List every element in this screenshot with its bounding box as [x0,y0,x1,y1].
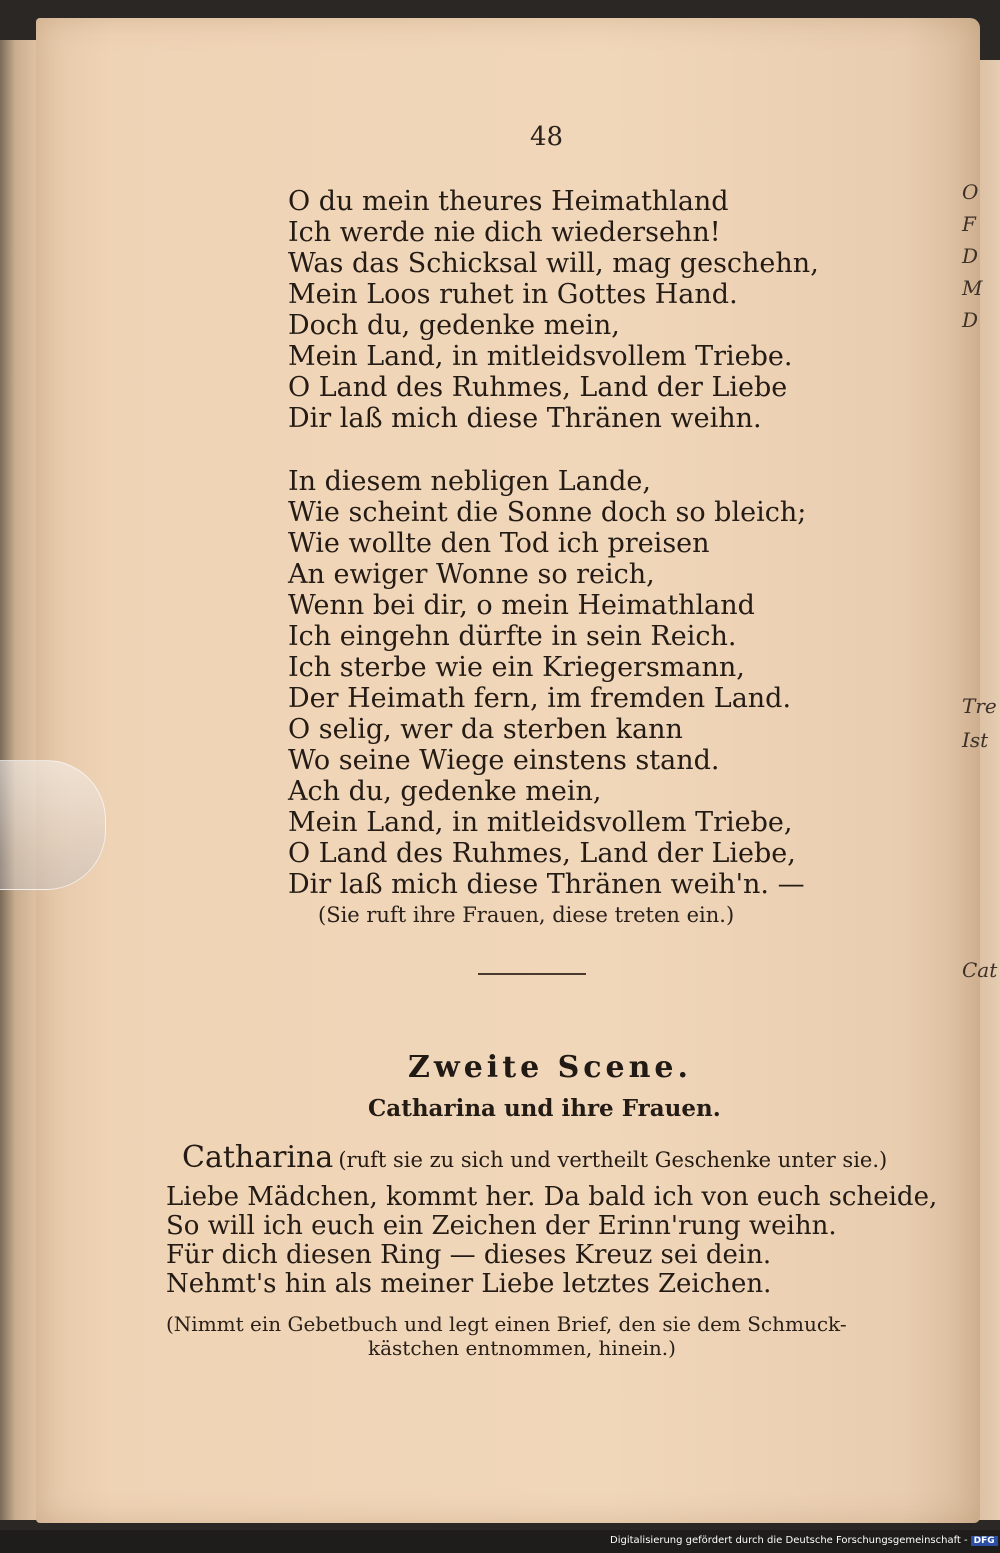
verse-line: In diesem nebligen Lande, [288,466,651,497]
next-page-fragment: M [962,276,983,300]
verse-line: O selig, wer da sterben kann [288,714,683,745]
dfg-logo: DFG [971,1536,998,1546]
speaker-line [182,1140,887,1175]
verse-line: Ach du, gedenke mein, [288,776,602,807]
speaker-name: Catharina [182,1140,334,1175]
next-page-fragment: D [962,244,979,268]
verse-line: Wenn bei dir, o mein Heimathland [288,590,755,621]
verse-line: Mein Land, in mitleidsvollem Triebe, [288,807,793,838]
scene-title: Zweite Scene. [408,1050,692,1085]
scene-persons: Catharina und ihre Frauen. [368,1095,721,1122]
verse-line: Wo seine Wiege einstens stand. [288,745,720,776]
speech-line: Liebe Mädchen, kommt her. Da bald ich von euch scheide, [166,1182,938,1212]
speaker-direction: (ruft sie zu sich und vertheilt Geschenke unter sie.) [338,1148,888,1172]
speech-line: Für dich diesen Ring — dieses Kreuz sei dein. [166,1240,772,1270]
stage-direction: (Nimmt ein Gebetbuch und legt einen Brief, den sie dem Schmuck- [166,1312,847,1336]
speech-line: Nehmt's hin als meiner Liebe letztes Zeichen. [166,1269,772,1299]
section-divider [478,973,586,975]
verse-line: O Land des Ruhmes, Land der Liebe [288,372,788,403]
next-page-fragment: Tre [962,694,997,718]
verse-line: Was das Schicksal will, mag geschehn, [288,248,819,279]
next-page-fragment: F [962,212,976,236]
stage-direction: kästchen entnommen, hinein.) [368,1336,676,1360]
verse-line: O Land des Ruhmes, Land der Liebe, [288,838,796,869]
stanza-1 [288,186,819,434]
verse-line: An ewiger Wonne so reich, [288,559,655,590]
verse-line: Ich eingehn dürfte in sein Reich. [288,621,737,652]
verse-line: Ich werde nie dich wiedersehn! [288,217,721,248]
verse-line: Dir laß mich diese Thränen weihn. [288,403,762,434]
verse-line: Der Heimath fern, im fremden Land. [288,683,792,714]
verse-line: Doch du, gedenke mein, [288,310,620,341]
next-page-fragment: Ist [962,728,989,752]
next-page-fragment: O [962,180,979,204]
speech [166,1183,937,1299]
stage-direction: (Sie ruft ihre Frauen, diese treten ein.) [318,903,735,927]
verse-line: Dir laß mich diese Thränen weih'n. — [288,869,805,900]
glass-page-clip [0,760,106,890]
verse-line: Mein Loos ruhet in Gottes Hand. [288,279,738,310]
next-page-fragment: D [962,308,979,332]
verse-line: O du mein theures Heimathland [288,186,729,217]
verse-line: Mein Land, in mitleidsvollem Triebe. [288,341,793,372]
stanza-2 [288,466,806,900]
speech-line: So will ich euch ein Zeichen der Erinn'rung weihn. [166,1211,837,1241]
next-page-fragment: Cat [962,958,998,982]
verse-line: Ich sterbe wie ein Kriegersmann, [288,652,745,683]
footer-text: Digitalisierung gefördert durch die Deutsche Forschungsgemeinschaft - [610,1535,968,1546]
footer-credit [610,1535,998,1546]
verse-line: Wie wollte den Tod ich preisen [288,528,710,559]
verse-line: Wie scheint die Sonne doch so bleich; [288,497,807,528]
page-number: 48 [530,122,564,152]
